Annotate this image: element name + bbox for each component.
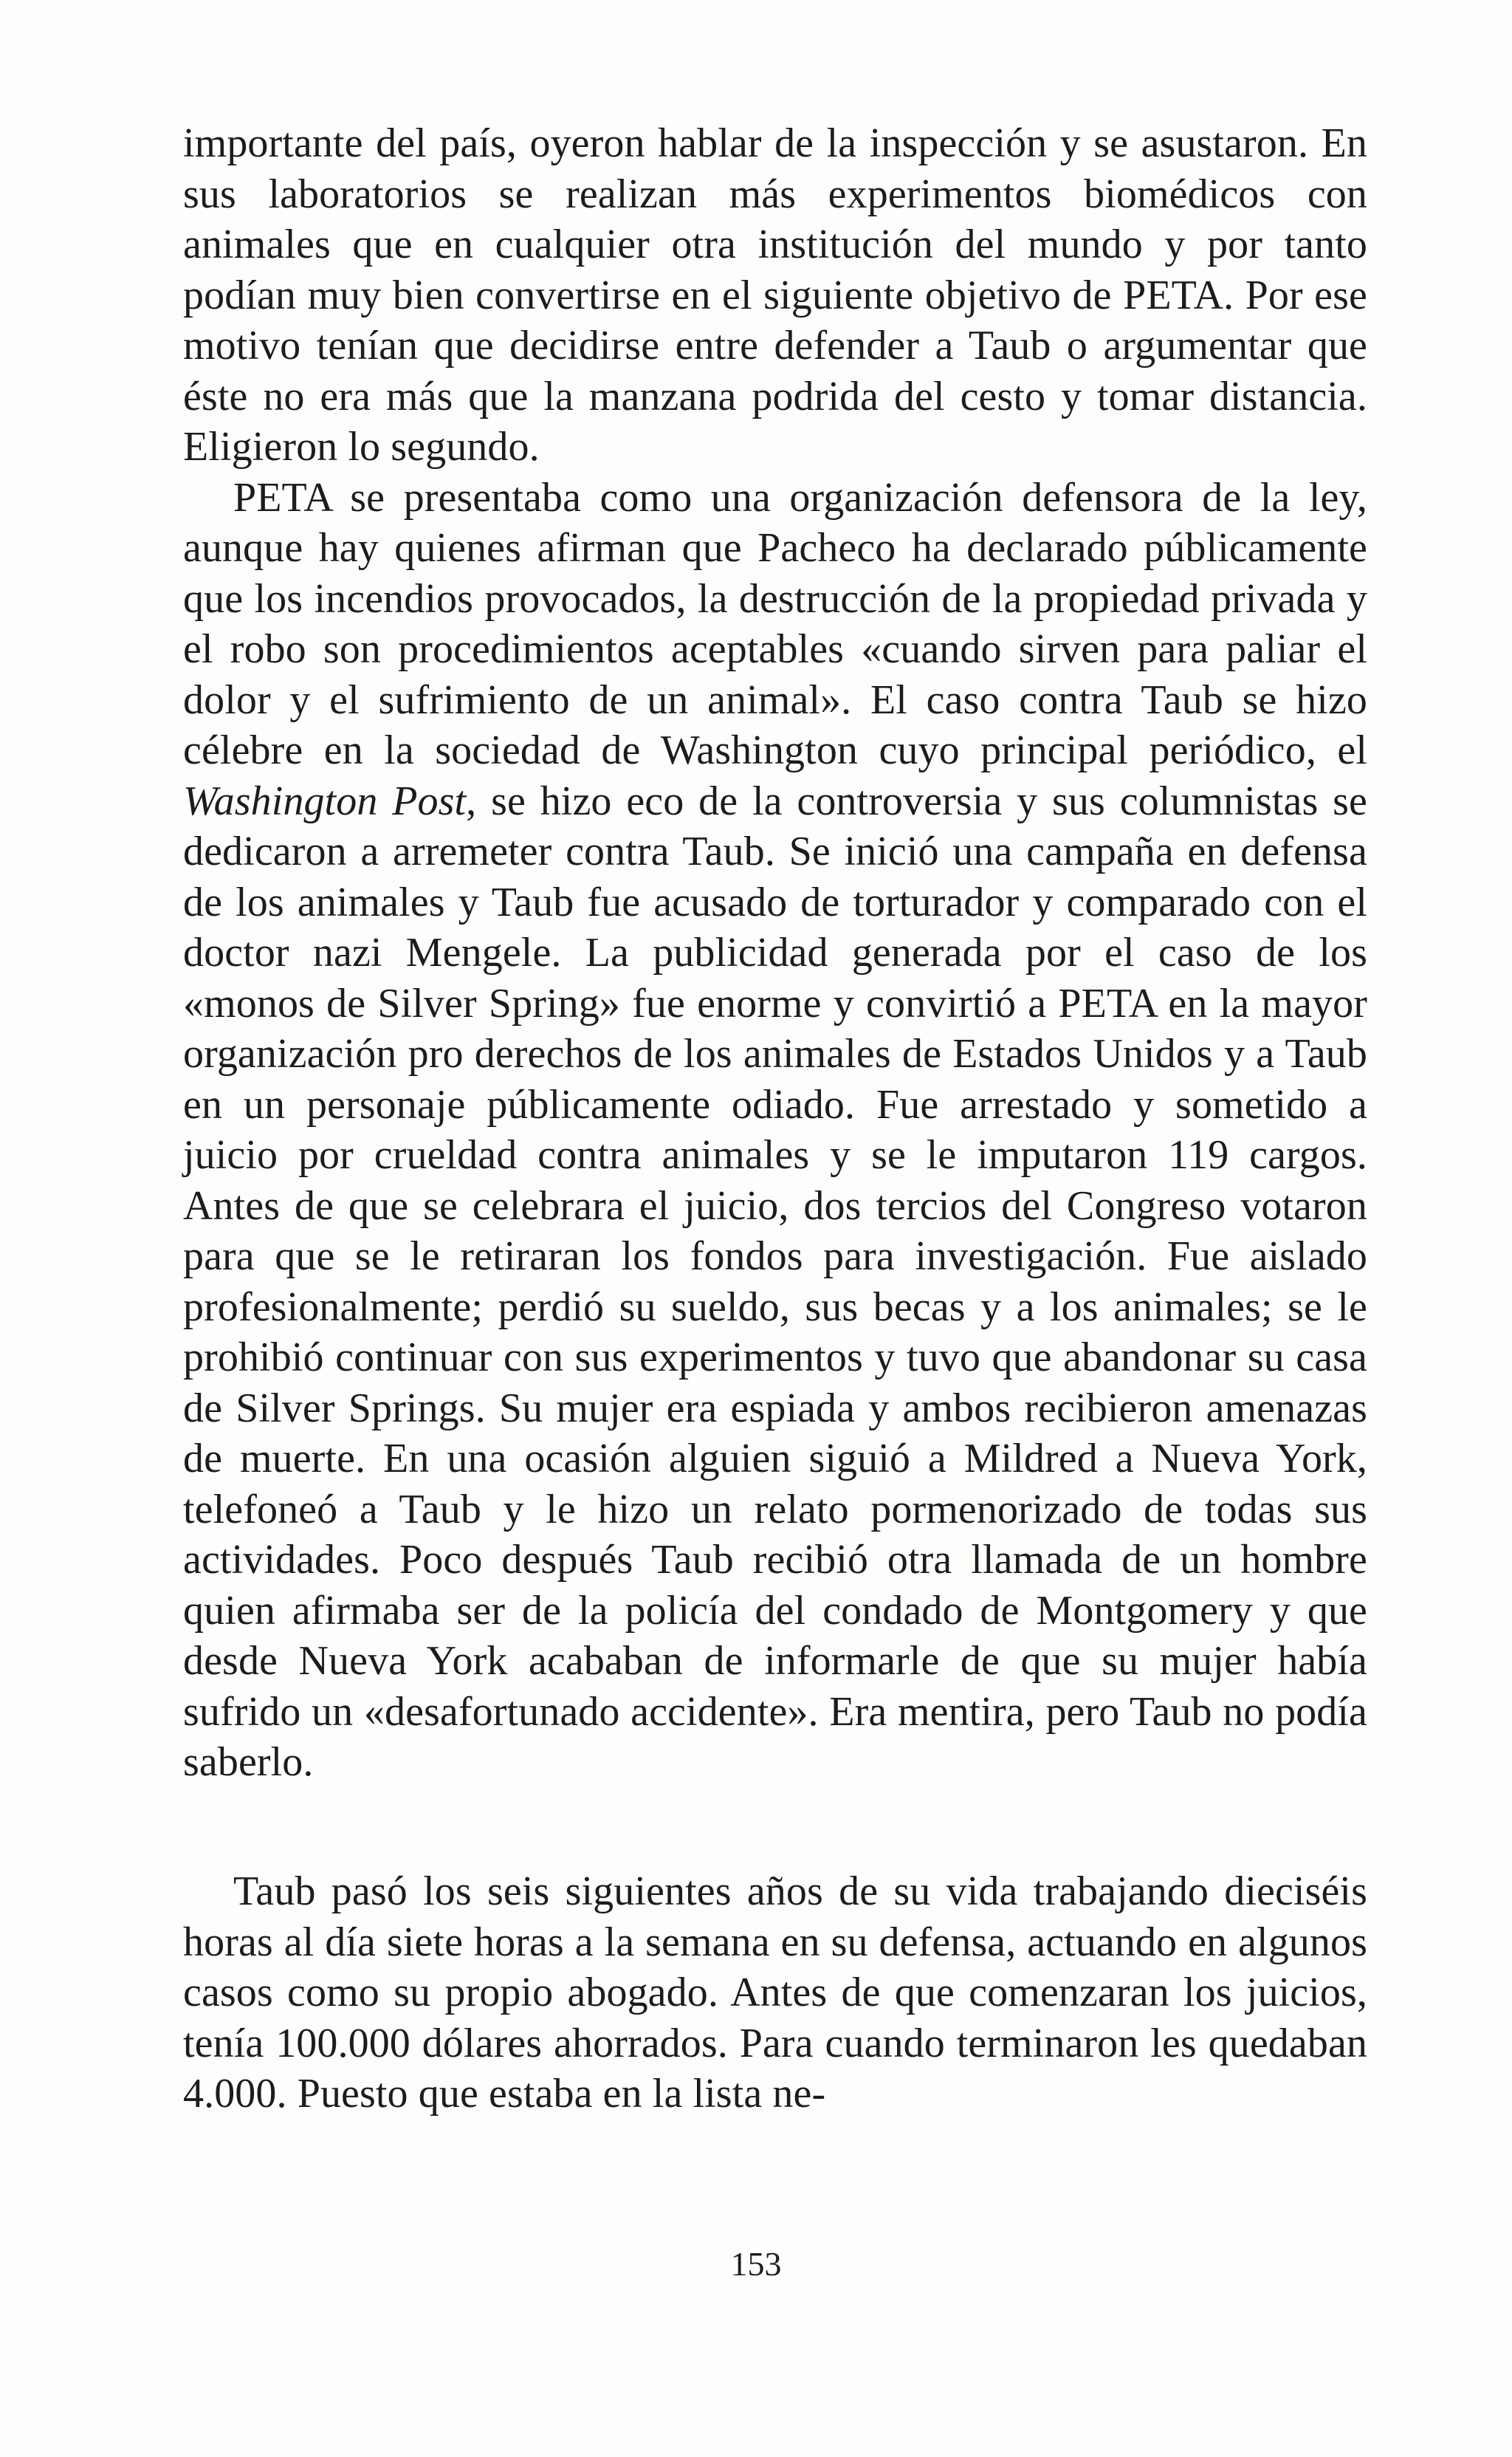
paragraph-2-part-2: , se hizo eco de la controversia y sus columnistas se dedicaron a arremeter contra Taub. Se inició una campaña en defensa de los animales y Taub fue acusado de torturador y comparado con el doctor nazi Mengele. La publicidad generada por el caso de los «monos de Silver Spring» fue enorme y convirtió a PETA en la mayor organización pro derechos de los animales de Estados Unidos y a Taub en un personaje públicamente odiado. Fue arrestado y sometido a juicio por crueldad contra animales y se le imputaron 119 cargos. Antes de que se celebrara el juicio, dos tercios del Congreso votaron para que se le retiraran los fondos para investigación. Fue aislado profesionalmente; perdió su sueldo, sus becas y a los animales; se le prohibió continuar con sus experimentos y tuvo que abandonar su casa de Silver Springs. Su mujer era espiada y ambos recibieron amenazas de muerte. En una ocasión alguien siguió a Mildred a Nueva York, telefoneó a Taub y le hizo un relato pormenorizado de todas sus actividades. Poco después Taub recibió otra llamada de un hombre quien afirmaba ser de la policía del condado de Montgomery y que desde Nueva York acababan de informarle de que su mujer había sufrido un «desafortunado accidente». Era mentira, pero Taub no podía saberlo. bbox=[183, 778, 1367, 1785]
paragraph-1: importante del país, oyeron hablar de la inspección y se asustaron. En sus laboratorios se realizan más experimentos biomédicos con animales que en cualquier otra institución del mundo y por tanto podían muy bien convertirse en el siguiente objetivo de PETA. Por ese motivo tenían que decidirse entre defender a Taub o argumentar que éste no era más que la manzana podrida del cesto y tomar distancia. Eligieron lo segundo. bbox=[183, 120, 1367, 470]
newspaper-title: Washington Post bbox=[183, 778, 467, 824]
paragraph-2 bbox=[183, 473, 1367, 1788]
text-block-top bbox=[183, 118, 1367, 1788]
page-number: 153 bbox=[730, 2245, 782, 2283]
paragraph-2-part-1: PETA se presentaba como una organización defensora de la ley, aunque hay quienes afirman que Pacheco ha declarado públicamente que los incendios provocados, la destrucción de la propiedad privada y el robo son procedimientos aceptables «cuando sirven para paliar el dolor y el sufrimiento de un animal». El caso contra Taub se hizo célebre en la sociedad de Washington cuyo principal periódico, el bbox=[183, 474, 1367, 773]
text-block-bottom bbox=[183, 1866, 1367, 2120]
paragraph-3: Taub pasó los seis siguientes años de su vida trabajando dieciséis horas al día siete horas a la semana en su defensa, actuando en algunos casos como su propio abogado. Antes de que comenzaran los juicios, tenía 100.000 dólares ahorrados. Para cuando terminaron les quedaban 4.000. Puesto que estaba en la lista ne- bbox=[183, 1868, 1367, 2117]
